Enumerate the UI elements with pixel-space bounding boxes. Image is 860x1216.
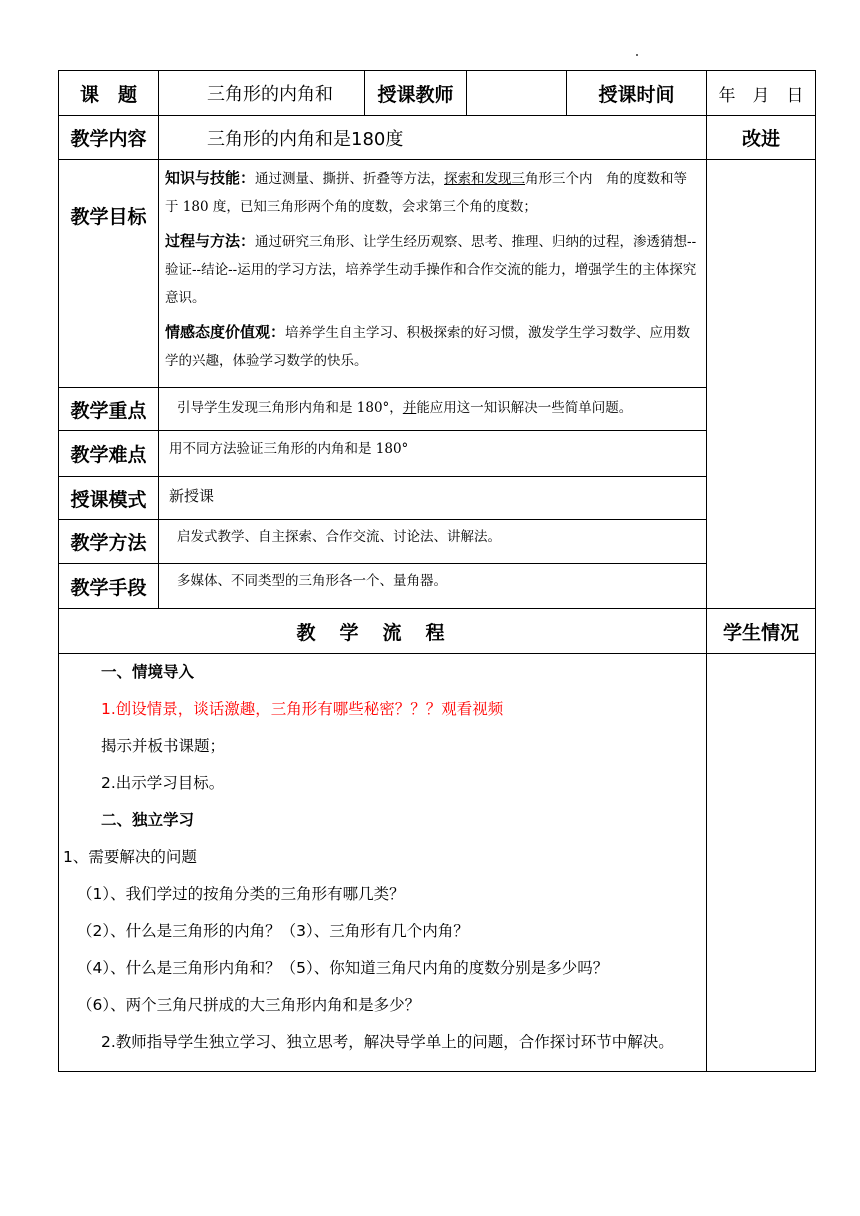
- process-text: 通过研究三角形、让学生经历观察、思考、推理、归纳的过程，渗透猜想--验证--结论--运用的学习方法，培养学生动手操作和合作交流的能力，增强学生的主体探究意识。: [165, 234, 697, 306]
- topic-value: 三角形的内角和: [159, 71, 365, 116]
- keypoint-label: 教学重点: [59, 388, 159, 431]
- student-label: 学生情况: [707, 609, 816, 654]
- page-dot: [636, 54, 638, 56]
- attitude-section: [165, 318, 700, 375]
- mode-row: [59, 477, 816, 520]
- time-label: 授课时间: [567, 71, 707, 116]
- improve-label: 改进: [707, 116, 816, 160]
- section-1-title: 一、情境导入: [101, 663, 195, 681]
- knowledge-text-b: 角形三个内 角的度数和等于 180 度，已知三角形两个角的度数，会求第三个角的度数；: [165, 171, 688, 215]
- content-value: 三角形的内角和是180度: [159, 116, 707, 160]
- question-4-5: （4）、什么是三角形内角和？（5）、你知道三角尺内角的度数分别是多少吗？: [77, 959, 609, 977]
- section-2-title: 二、独立学习: [101, 811, 195, 829]
- method-text: 启发式教学、自主探索、合作交流、讨论法、讲解法。: [159, 520, 707, 564]
- flow-header-row: [59, 609, 816, 654]
- mode-label: 授课模式: [59, 477, 159, 520]
- keypoint-row: [59, 388, 816, 431]
- goals-content: [159, 160, 707, 388]
- keypoint-text: 引导学生发现三角形内角和是 180°，并能应用这一知识解决一些简单问题。: [159, 388, 707, 431]
- knowledge-title: 知识与技能：: [165, 169, 256, 187]
- knowledge-text-a: 通过测量、撕拼、折叠等方法，: [255, 171, 445, 187]
- student-column: [707, 654, 816, 1072]
- content-row: [59, 116, 816, 160]
- improve-column: [707, 160, 816, 609]
- teacher-label: 授课教师: [365, 71, 467, 116]
- flow-content: [59, 654, 707, 1072]
- question-1: （1）、我们学过的按角分类的三角形有哪几类？: [77, 885, 405, 903]
- process-title: 过程与方法：: [165, 232, 256, 250]
- question-6: （6）、两个三角尺拼成的大三角形内角和是多少？: [77, 996, 421, 1014]
- method-row: [59, 520, 816, 564]
- difficulty-label: 教学难点: [59, 431, 159, 477]
- mode-text: 新授课: [159, 477, 707, 520]
- goals-label: 教学目标: [59, 160, 159, 388]
- content-label: 教学内容: [59, 116, 159, 160]
- section-1-item-1: 1.创设情景，谈话激趣，三角形有哪些秘密？？？观看视频: [101, 700, 504, 718]
- section-1-item-2: 2.出示学习目标。: [101, 774, 225, 792]
- attitude-text: 培养学生自主学习、积极探索的好习惯，激发学生学习数学、应用数学的兴趣，体验学习数学的快乐。: [165, 325, 691, 369]
- lesson-plan-table: [58, 70, 816, 1072]
- attitude-title: 情感态度价值观：: [165, 323, 286, 341]
- section-2-item-2: 2.教师指导学生独立学习、独立思考，解决导学单上的问题，合作探讨环节中解决。: [101, 1033, 674, 1051]
- header-row: [59, 71, 816, 116]
- flow-content-row: [59, 654, 816, 1072]
- teacher-value: [467, 71, 567, 116]
- topic-label: 课 题: [59, 71, 159, 116]
- process-section: [165, 227, 700, 312]
- method-label: 教学方法: [59, 520, 159, 564]
- flow-title: 教学流程: [59, 609, 707, 654]
- means-label: 教学手段: [59, 564, 159, 609]
- difficulty-row: [59, 431, 816, 477]
- knowledge-text-underlined: 探索和发现三: [444, 171, 526, 187]
- difficulty-text: 用不同方法验证三角形的内角和是 180°: [159, 431, 707, 477]
- section-2-subtitle: 1、需要解决的问题: [63, 848, 197, 866]
- knowledge-section: [165, 164, 700, 221]
- means-text: 多媒体、不同类型的三角形各一个、量角器。: [159, 564, 707, 609]
- question-2-3: （2）、什么是三角形的内角？（3）、三角形有几个内角？: [77, 922, 469, 940]
- time-value: 年 月 日: [707, 71, 816, 116]
- goals-row: [59, 160, 816, 388]
- means-row: [59, 564, 816, 609]
- section-1-item-1b: 揭示并板书课题；: [101, 737, 226, 755]
